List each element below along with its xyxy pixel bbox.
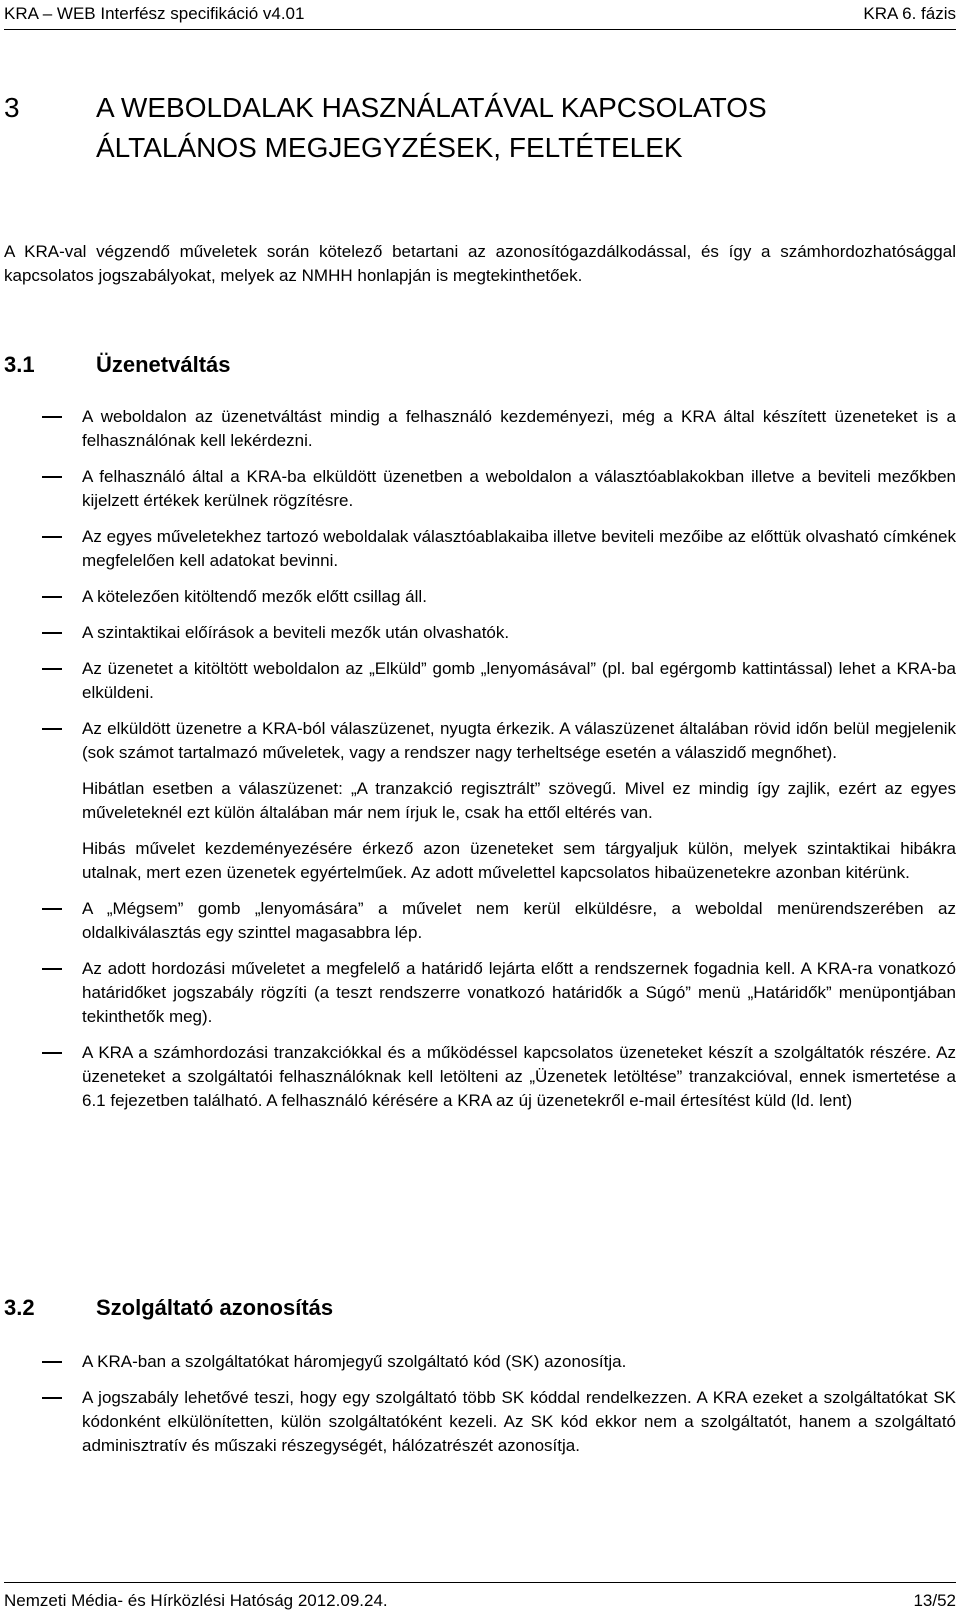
chapter-title-line1: A WEBOLDALAK HASZNÁLATÁVAL KAPCSOLATOS	[96, 92, 767, 123]
dash-bullet-icon	[42, 476, 62, 478]
section2-bullet-list	[4, 1350, 956, 1470]
section-number: 3.1	[4, 352, 35, 377]
chapter-title-line2: ÁLTALÁNOS MEGJEGYZÉSEK, FELTÉTELEK	[96, 132, 683, 163]
dash-bullet-icon	[42, 1397, 62, 1399]
dash-bullet-icon	[42, 536, 62, 538]
dash-bullet-icon	[42, 632, 62, 634]
dash-bullet-icon	[42, 596, 62, 598]
sub-paragraph: Hibátlan esetben a válaszüzenet: „A tranzakció regisztrált” szövegű. Mivel ez mindig így zajlik, ezért az egyes műveleteknél ezt külön általában már nem írjuk le, csak ha ettől eltérés van.	[82, 779, 956, 822]
list-item: A KRA-ban a szolgáltatókat háromjegyű szolgáltató kód (SK) azonosítja.	[4, 1350, 956, 1374]
page-header	[4, 0, 956, 30]
section-heading-3-2	[4, 1293, 333, 1323]
footer-page-number: 13/52	[913, 1590, 956, 1610]
dash-bullet-icon	[42, 728, 62, 730]
list-item: Az adott hordozási műveletet a megfelelő a határidő lejárta előtt a rendszernek fogadnia kell. A KRA-ra vonatkozó határidőket jogszabály rögzíti (a teszt rendszerre vonatkozó határidők a Súgó” menü „Határidők” menüpontjában tekinthetők meg).	[4, 957, 956, 1029]
section-title: Üzenetváltás	[96, 352, 231, 377]
chapter-heading	[4, 88, 944, 168]
dash-bullet-icon	[42, 1052, 62, 1054]
list-item: Az üzenetet a kitöltött weboldalon az „Elküld” gomb „lenyomásával” (pl. bal egérgomb kattintással) lehet a KRA-ba elküldeni.	[4, 657, 956, 705]
list-item: Az elküldött üzenetre a KRA-ból válaszüzenet, nyugta érkezik. A válaszüzenet általában rövid időn belül megjelenik (sok számot tartalmazó műveletek, vagy a rendszer nagy terheltsége esetén a válaszidő megnőhet). Hibátlan esetben a válaszüzenet: „A tranzakció regisztrált” szövegű. Mivel ez mindig így zajlik, ezért az egyes műveleteknél ezt külön általában már nem írjuk le, csak ha ettől eltérés van. Hibás művelet kezdeményezésére érkező azon üzeneteket sem tárgyaljuk külön, melyek szintaktikai hibákra utalnak, mert ezen üzenetek egyértelműek. Az adott művelettel kapcsolatos hibaüzenetekre azonban kitérünk.	[4, 717, 956, 885]
intro-paragraph: A KRA-val végzendő műveletek során kötelező betartani az azonosítógazdálkodással, és így a számhordozhatósággal kapcsolatos jogszabályokat, melyek az NMHH honlapján is megtekinthetőek.	[4, 242, 956, 285]
list-item: Az egyes műveletekhez tartozó weboldalak választóablakaiba illetve beviteli mezőibe az előttük olvasható címkének megfelelően kell adatokat bevinni.	[4, 525, 956, 573]
dash-bullet-icon	[42, 1361, 62, 1363]
header-document-title: KRA – WEB Interfész specifikáció v4.01	[4, 4, 305, 23]
section-heading-3-1	[4, 350, 231, 380]
list-item: A kötelezően kitöltendő mezők előtt csillag áll.	[4, 585, 956, 609]
dash-bullet-icon	[42, 416, 62, 418]
page-footer	[4, 1582, 956, 1618]
section-number: 3.2	[4, 1295, 35, 1320]
sub-paragraph: Hibás művelet kezdeményezésére érkező azon üzeneteket sem tárgyaljuk külön, melyek szintaktikai hibákra utalnak, mert ezen üzenetek egyértelműek. Az adott művelettel kapcsolatos hibaüzenetekre azonban kitérünk.	[82, 839, 956, 882]
list-item: A felhasználó által a KRA-ba elküldött üzenetben a weboldalon a választóablakokban illetve a beviteli mezőkben kijelzett értékek kerülnek rögzítésre.	[4, 465, 956, 513]
list-item: A jogszabály lehetővé teszi, hogy egy szolgáltató több SK kóddal rendelkezzen. A KRA ezeket a szolgáltatókat SK kódonként elkülönítetten, külön szolgáltatóként kezeli. Az SK kód ekkor nem a szolgáltatót, hanem a szolgáltató adminisztratív és műszaki részegységét, hálózatrészét azonosítja.	[4, 1386, 956, 1458]
list-item: A KRA a számhordozási tranzakciókkal és a működéssel kapcsolatos üzeneteket készít a szolgáltatók részére. Az üzeneteket a szolgáltatói felhasználóknak kell letölteni az „Üzenetek letöltése” tranzakcióval, ennek ismertetése a 6.1 fejezetben található. A felhasználó kérésére a KRA az új üzenetekről e-mail értesítést küld (ld. lent)	[4, 1041, 956, 1113]
chapter-number: 3	[4, 92, 20, 123]
list-item: A weboldalon az üzenetváltást mindig a felhasználó kezdeményezi, még a KRA által készített üzeneteket is a felhasználónak kell lekérdezni.	[4, 405, 956, 453]
dash-bullet-icon	[42, 968, 62, 970]
list-item: A szintaktikai előírások a beviteli mezők után olvashatók.	[4, 621, 956, 645]
header-phase: KRA 6. fázis	[863, 4, 956, 23]
footer-authority-date: Nemzeti Média- és Hírközlési Hatóság 2012.09.24.	[4, 1590, 388, 1610]
dash-bullet-icon	[42, 668, 62, 670]
chapter-title	[96, 88, 944, 168]
section1-bullet-list	[4, 405, 956, 1125]
section-title: Szolgáltató azonosítás	[96, 1295, 334, 1320]
dash-bullet-icon	[42, 908, 62, 910]
list-item: A „Mégsem” gomb „lenyomására” a művelet nem kerül elküldésre, a weboldal menürendszerében az oldalkiválasztás egy szinttel magasabbra lép.	[4, 897, 956, 945]
